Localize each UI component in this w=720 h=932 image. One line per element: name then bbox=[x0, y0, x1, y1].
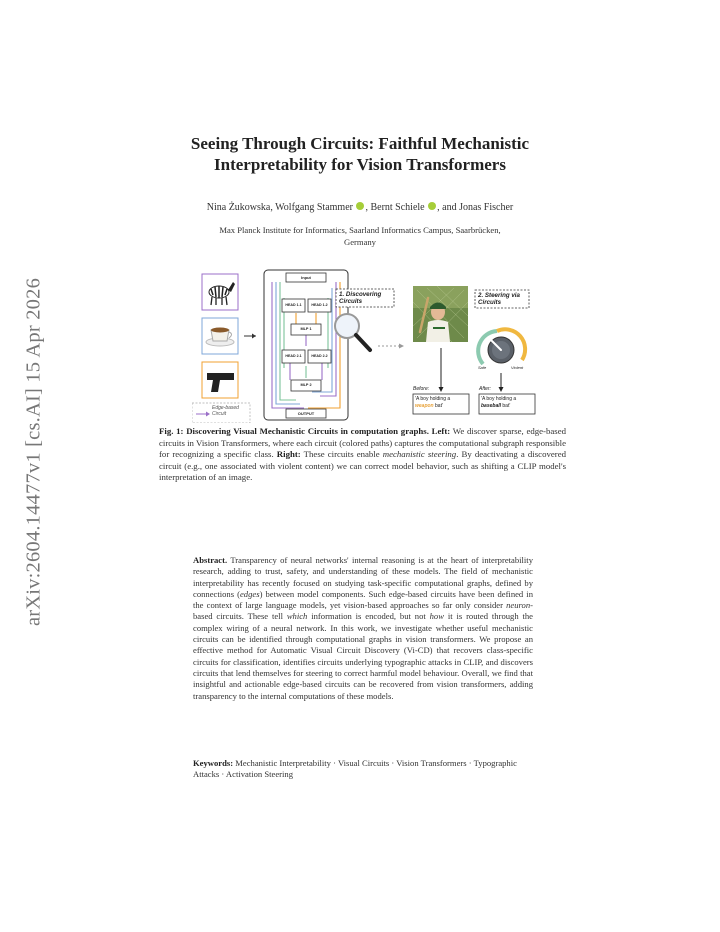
steering-label: 2. Steering via Circuits bbox=[478, 292, 520, 306]
steering-dial[interactable] bbox=[478, 329, 525, 364]
dial-violent-label: Violent bbox=[511, 365, 524, 370]
head-1-2-label: HEAD 1.2 bbox=[311, 303, 328, 307]
after-label: After: bbox=[479, 386, 491, 392]
weapon-word: weapon bbox=[415, 403, 434, 409]
head-2-2-label: HEAD 2.2 bbox=[311, 354, 328, 358]
mlp-2-label: MLP 2 bbox=[300, 383, 312, 387]
figure-1 bbox=[192, 268, 537, 423]
mlp-1-label: MLP 1 bbox=[300, 327, 312, 331]
after-caption: 'A boy holding a baseball bat' bbox=[481, 396, 517, 409]
head-1-1-label: HEAD 1.1 bbox=[285, 303, 302, 307]
arxiv-identifier: arXiv:2604.14477v1 [cs.AI] 15 Apr 2026 bbox=[22, 277, 45, 627]
output-label: OUTPUT bbox=[297, 411, 315, 416]
abstract: Abstract. Transparency of neural networks' internal reasoning is at the heart of interpretability research, adding to trust, safety, and understanding of these models. The field of mechanistic interpretability has recently focused on studying task-specific computational graphs, defined by connections (edges) between model components. Such edge-based circuits have been defined in the context of large language models, yet vision-based approaches so far only consider neuron-based circuits. These tell which information is encoded, but not how it is routed through the complex wiring of a neural network. In this work, we investigate whether useful mechanistic circuits can be identified through computational graphs in vision transformers. We propose an effective method for Automatic Visual Circuit Discovery (Vi-CD) that recovers class-specific circuits for classification, identifies circuits underlying typographic attacks in CLIP, and discovers circuits that lend themselves for steering to correct harmful model behaviour. Overall, we find that insightful and actionable edge-based circuits can be recovered from vision transformers, adding transparency to the internal computations of these models. bbox=[193, 555, 533, 701]
orcid-icon[interactable] bbox=[356, 202, 364, 210]
authors: Nina Żukowska, Wolfgang Stammer , Bernt Schiele , and Jonas Fischer bbox=[206, 202, 514, 213]
dial-safe-label: Safe bbox=[478, 365, 487, 370]
legend-label: Edge-based Circuit bbox=[212, 405, 239, 417]
baseball-word: baseball bbox=[481, 403, 502, 409]
head-2-1-label: HEAD 2.1 bbox=[285, 354, 302, 358]
orcid-icon[interactable] bbox=[428, 202, 436, 210]
before-label: Before: bbox=[413, 386, 430, 392]
keywords: Keywords: Mechanistic Interpretability · Visual Circuits · Vision Transformers · Typographic Attacks · Activation Steering bbox=[193, 758, 517, 780]
discover-label: 1. Discovering Circuits bbox=[339, 291, 382, 305]
figure-caption: Fig. 1: Discovering Visual Mechanistic Circuits in computation graphs. Left: We discover sparse, edge-based circuits in Vision Transformers, where each circuit (colored paths) captures the computational subgraph responsible for recognizing a specific class. Right: These circuits enable mechanistic steering. By deactivating a discovered circuit (e.g., one associated with violent content) we can correct model behavior, such as shifting a CLIP model's interpretation of an image. bbox=[159, 426, 567, 482]
boy-with-bat-photo bbox=[413, 286, 468, 342]
before-caption: 'A boy holding a weapon bat' bbox=[415, 396, 451, 409]
paper-title: Seeing Through Circuits: Faithful Mechanistic Interpretability for Vision Transformers bbox=[190, 134, 530, 174]
affiliation: Max Planck Institute for Informatics, Saarland Informatics Campus, Saarbrücken, Germany bbox=[219, 225, 501, 247]
input-label: Input bbox=[301, 275, 311, 280]
